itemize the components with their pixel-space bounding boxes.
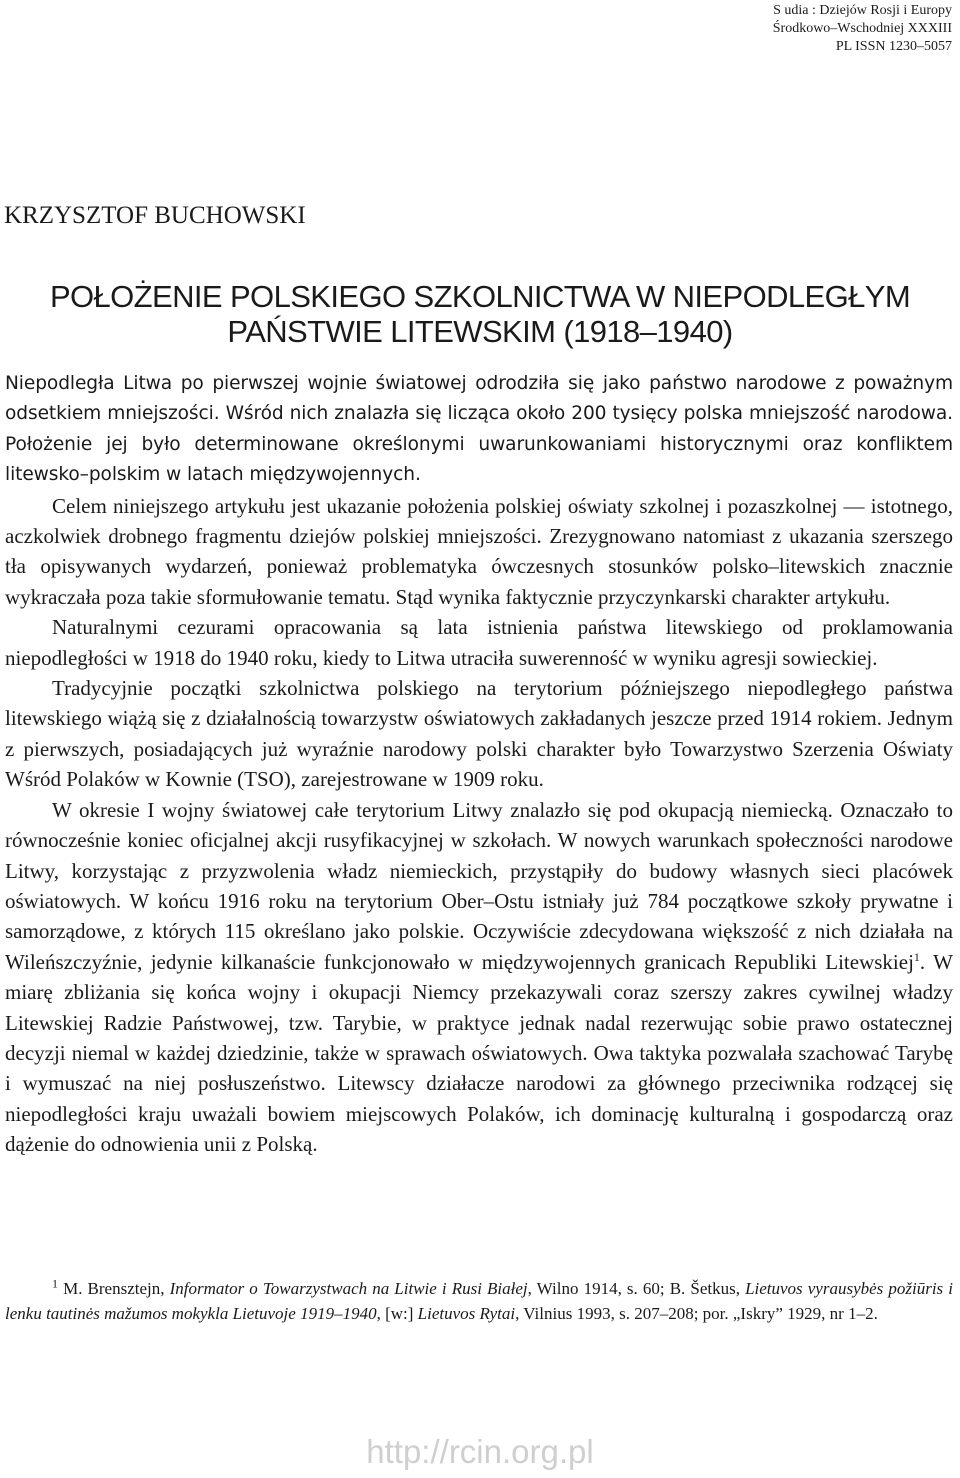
body-paragraph-wartime	[5, 795, 953, 1160]
watermark-url: http://rcin.org.pl	[366, 1433, 594, 1470]
article-body	[5, 369, 953, 1160]
article-title	[0, 279, 960, 349]
footnote-citation-title: Lietuvos Rytai	[417, 1304, 516, 1323]
footnote-text: , Wilno 1914, s. 60; B. Šetkus,	[527, 1279, 746, 1298]
body-paragraph-scope: Naturalnymi cezurami opracowania są lata istnienia państwa litewskiego od proklamowania niepodległości w 1918 do 1940 roku, kiedy to Litwa utraciła suwerenność w wyniku agresji sowieckiej.	[5, 615, 953, 670]
footnote-text: , [w:]	[376, 1304, 418, 1323]
footnote-marker: 1	[52, 1276, 58, 1291]
footnote-citation-title: Lietuvos vyrausybės požiūris i lenku tautinės mažumos mokykla Lietuvoje 1919–1940	[5, 1279, 953, 1323]
journal-volume-line: Środkowo–Wschodniej XXXIII	[772, 21, 952, 36]
article-title-line-2: PAŃSTWIE LITEWSKIM (1918–1940)	[227, 314, 733, 349]
footnote	[5, 1276, 953, 1326]
footnote-1	[5, 1276, 953, 1326]
footnote-text: , Vilnius 1993, s. 207–208; por. „Iskry” 1929, nr 1–2.	[515, 1304, 878, 1323]
body-text-segment: . W miarę zbliżania się końca wojny i okupacji Niemcy przekazywali coraz szerszy zakres cywilnej władzy Litewskiej Radzie Państwowej, tzw. Tarybie, w praktyce jednak nadal rezerwując sobie prawo ostatecznej decyzji niemal w każdej dziedzinie, także w sprawach oświatowych. Owa taktyka pozwalała szachować Tarybę i wymuszać na niej posłuszeństwo. Litewscy działacze narodowi za głównego przeciwnika rodzącej się niepodległości kraju uważali bowiem miejscowych Polaków, ich dominację kulturalną i gospodarczą oraz dążenie do odnowienia unii z Polską.	[5, 949, 953, 1157]
journal-info	[692, 2, 952, 56]
footnote-text: M. Brensztejn,	[58, 1279, 170, 1298]
footnote-citation-title: Informator o Towarzystwach na Litwie i Rusi Białej	[169, 1279, 528, 1298]
body-paragraph-origins: Tradycyjnie początki szkolnictwa polskiego na terytorium późniejszego niepodległego państwa litewskiego wiążą się z działalnością towarzystw oświatowych zakładanych jeszcze przed 1914 rokiem. Jednym z pierwszych, posiadających już wyraźnie narodowy polski charakter było Towarzystwo Szerzenia Oświaty Wśród Polaków w Kownie (TSO), zarejestrowane w 1909 roku.	[5, 676, 953, 792]
article-author: KRZYSZTOF BUCHOWSKI	[4, 202, 306, 229]
body-paragraph-aim: Celem niniejszego artykułu jest ukazanie położenia polskiej oświaty szkolnej i pozaszkolnej — istotnego, aczkolwiek drobnego fragmentu dziejów polskiej mniejszości. Zrezygnowano natomiast z ukazania szerszego tła opisywanych wydarzeń, ponieważ problematyka ówczesnych stosunków polsko–litewskich znacznie wykraczała poza takie sformułowanie tematu. Stąd wynika faktycznie przyczynkarski charakter artykułu.	[5, 493, 953, 609]
footnote-reference[interactable]: 1	[913, 949, 920, 964]
body-text-segment: W okresie I wojny światowej całe terytorium Litwy znalazło się pod okupacją niemiecką. Oznaczało to równocześnie koniec oficjalnej akcji rusyfikacyjnej w szkołach. W nowych warunkach społeczności narodowe Litwy, korzystając z przyzwolenia władz niemieckich, przystąpiły do budowy własnych sieci placówek oświatowych. W końcu 1916 roku na terytorium Ober–Ostu istniały już 784 początkowe szkoły prywatne i samorządowe, z których 115 określano jako polskie. Oczywiście zdecydowana większość z nich działała na Wileńszczyźnie, jedynie kilkanaście funkcjonowało w międzywojennych granicach Republiki Litewskiej	[5, 797, 953, 974]
journal-series-line: S udia : Dziejów Rosji i Europy	[773, 3, 952, 18]
abstract-paragraph: Niepodległa Litwa po pierwszej wojnie światowej odrodziła się jako państwo narodowe z poważnym odsetkiem mniejszości. Wśród nich znalazła się licząca około 200 tysięcy polska mniejszość narodowa. Położenie jej było determinowane określonymi uwarunkowaniami historycznymi oraz konfliktem litewsko–polskim w latach międzywojennych.	[5, 373, 953, 486]
article-title-line-1: POŁOŻENIE POLSKIEGO SZKOLNICTWA W NIEPODLEGŁYM	[49, 279, 911, 314]
journal-issn-line: PL ISSN 1230–5057	[835, 39, 952, 54]
